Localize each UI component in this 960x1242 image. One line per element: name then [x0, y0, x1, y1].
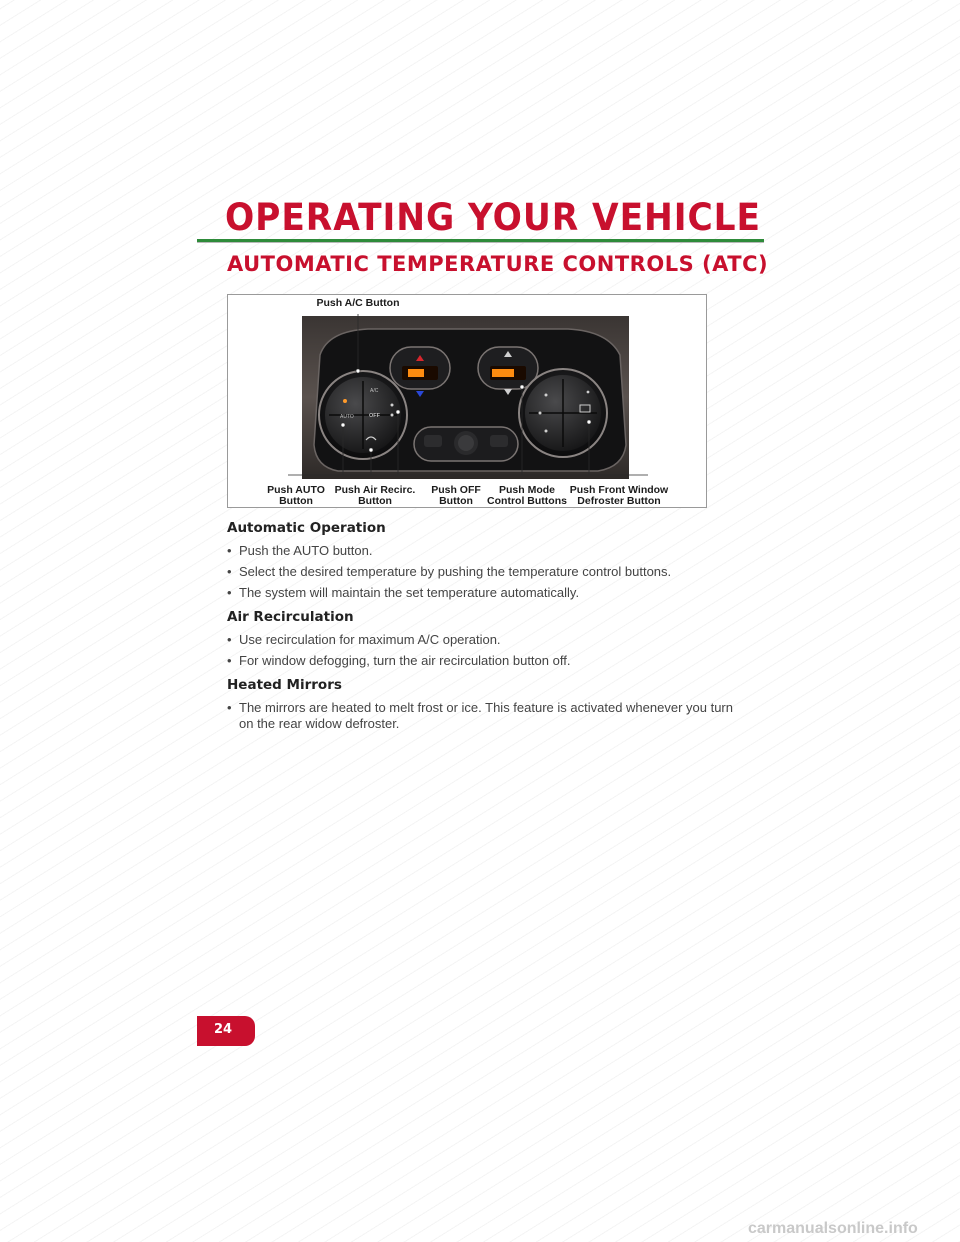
page-heading: AUTOMATIC TEMPERATURE CONTROLS (ATC): [227, 252, 769, 276]
callout-mode-buttons: Push Mode Control Buttons: [487, 484, 567, 507]
ac-panel-label: A/C: [370, 388, 379, 394]
section-title: OPERATING YOUR VEHICLE: [225, 196, 761, 239]
callout-off-button: Push OFF Button: [431, 484, 481, 507]
subheading-automatic-operation: Automatic Operation: [227, 520, 386, 536]
callout-auto-button: Push AUTO Button: [267, 484, 325, 507]
subheading-air-recirculation: Air Recirculation: [227, 609, 354, 625]
bullet-item: • Use recirculation for maximum A/C operation.: [227, 632, 747, 648]
section-air-recirculation: [227, 609, 747, 669]
callout-defroster-button: Push Front Window Defroster Button: [569, 484, 669, 507]
body-content: [227, 520, 747, 740]
atc-figure: [227, 294, 707, 508]
page-number-tab: [197, 1016, 255, 1046]
subheading-heated-mirrors: Heated Mirrors: [227, 677, 342, 693]
header-rule-grey: [197, 242, 764, 243]
auto-panel-label: AUTO: [340, 414, 354, 420]
bullet-item: • Select the desired temperature by pushing the temperature control buttons.: [227, 564, 747, 580]
callout-ac-button: Push A/C Button: [316, 297, 400, 309]
page-number: 24: [213, 1022, 233, 1037]
section-heated-mirrors: [227, 677, 747, 732]
off-panel-label: OFF: [369, 413, 380, 419]
atc-panel-illustration: [228, 295, 708, 509]
bullet-item: • For window defogging, turn the air recirculation button off.: [227, 653, 747, 669]
bullet-item: • The mirrors are heated to melt frost or ice. This feature is activated whenever you turn on the rear widow defroster.: [227, 700, 747, 732]
bullet-item: • The system will maintain the set temperature automatically.: [227, 585, 747, 601]
bullet-item: • Push the AUTO button.: [227, 543, 747, 559]
callout-recirc-button: Push Air Recirc. Button: [334, 484, 416, 507]
section-automatic-operation: [227, 520, 747, 601]
watermark: carmanualsonline.info: [748, 1220, 918, 1237]
